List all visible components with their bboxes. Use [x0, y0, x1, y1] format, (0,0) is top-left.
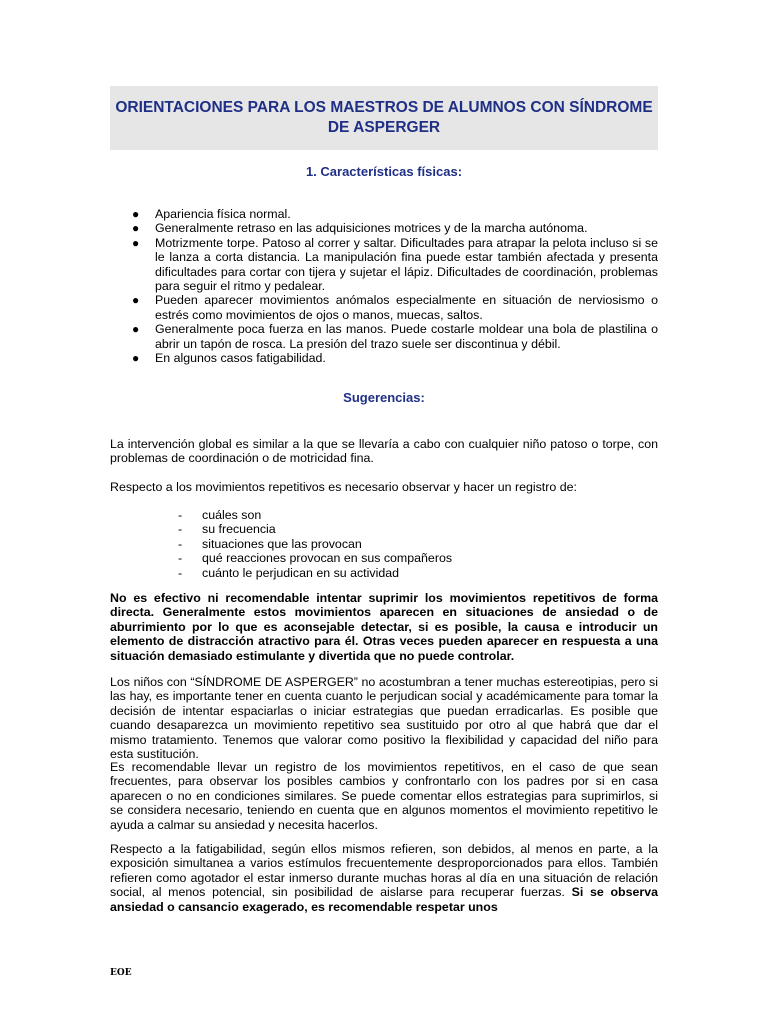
- dash-list: [176, 508, 452, 580]
- list-item: ● En algunos casos fatigabilidad.: [132, 351, 326, 366]
- list-item: - qué reacciones provocan en sus compañeros: [178, 551, 453, 566]
- intro-paragraph: La intervención global es similar a la que se llevaría a cabo con cualquier niño patoso o torpe, con problemas de coordinación o de motricidad fina.: [110, 437, 658, 466]
- bullet-list: [110, 207, 658, 365]
- document-title: ORIENTACIONES PARA LOS MAESTROS DE ALUMNOS CON SÍNDROME DE ASPERGER: [115, 99, 653, 136]
- title-banner: [110, 86, 658, 150]
- bullet-icon: ●: [132, 351, 140, 366]
- registro-paragraph: Es recomendable llevar un registro de los movimientos repetitivos, en el caso de que sean frecuentes, para observar los posibles cambios y confrontarlo con los padres por si en casa aparecen o no en condiciones similares. Se puede comentar ellos estrategias para suprimirlos, si se considera necesario, teniendo en cuenta que en algunos momentos el movimiento repetitivo le ayuda a calmar su ansiedad y necesita hacerlos.: [110, 760, 658, 832]
- list-item: ● Generalmente poca fuerza en las manos. Puede costarle moldear una bola de plastilina o abrir un tapón de rosca. La presión del trazo suele ser discontinua y débil.: [132, 322, 658, 351]
- bullet-icon: ●: [132, 293, 140, 308]
- list-item: - cuáles son: [178, 508, 262, 522]
- list-item: - situaciones que las provocan: [178, 536, 362, 551]
- bullet-icon: ●: [132, 221, 140, 236]
- asperger-paragraph: Los niños con “SÍNDROME DE ASPERGER” no acostumbran a tener muchas estereotipias, pero si las hay, es importante tener en cuenta cuanto le perjudican social y académicamente para tomar la decisión de intentar espaciarlas o iniciar estrategias que puedan erradicarlas. Es posible que cuando desaparezca un movimiento repetitivo sea sustituido por otro al que habrá que dar el mismo tratamiento. Tenemos que valorar como positivo la flexibilidad y capacidad del niño para esta sustitución.: [110, 675, 658, 762]
- list-item: ● Generalmente retraso en las adquisiciones motrices y de la marcha autónoma.: [132, 221, 588, 236]
- list-item: ● Motrizmente torpe. Patoso al correr y saltar. Dificultades para atrapar la pelota incluso si se le lanza a corta distancia. La manipulación fina puede estar también afectada y presenta dificultades para cortar con tijera y sujetar el lápiz. Dificultades de coordinación, problemas para seguir el ritmo y pedalear.: [132, 235, 658, 294]
- bold-paragraph: No es efectivo ni recomendable intentar suprimir los movimientos repetitivos de forma directa. Generalmente estos movimientos aparecen en situaciones de ansiedad o de aburrimiento por lo que es aconsejable detectar, si es posible, la causa e introducir un elemento de distracción atractivo para él. Otras veces pueden aparecer en respuesta a una situación demasiado estimulante y divertida que no puede controlar.: [110, 591, 658, 663]
- list-item: ● Apariencia física normal.: [132, 207, 291, 221]
- list-item: - su frecuencia: [178, 522, 276, 537]
- footer-label: EOE: [110, 968, 132, 978]
- list-item: ● Pueden aparecer movimientos anómalos especialmente en situación de nerviosismo o estrés como movimientos de ojos o manos, muecas, saltos.: [132, 293, 658, 322]
- bullet-icon: ●: [132, 207, 140, 221]
- registro-intro: Respecto a los movimientos repetitivos es necesario observar y hacer un registro de:: [110, 480, 577, 494]
- fatiga-paragraph: Respecto a la fatigabilidad, según ellos mismos refieren, son debidos, al menos en parte, a la exposición simultanea a varios estímulos frecuentemente desproporcionados para ellos. También refieren como agotador el estar inmerso durante muchas horas al día en una situación de relación social, al menos potencial, sin posibilidad de aislarse para recuperar fuerzas. Si se observa ansiedad o cansancio exagerado, es recomendable respetar unos: [110, 842, 658, 914]
- section-heading-caracteristicas: 1. Características físicas:: [305, 164, 463, 179]
- fatiga-bold-text: Si se observa ansiedad o cansancio exagerado, es recomendable respetar unos: [110, 885, 658, 914]
- bullet-icon: ●: [132, 235, 140, 250]
- section-heading-sugerencias: Sugerencias:: [343, 390, 425, 405]
- list-item: - cuánto le perjudican en su actividad: [178, 565, 400, 580]
- bullet-icon: ●: [132, 322, 140, 337]
